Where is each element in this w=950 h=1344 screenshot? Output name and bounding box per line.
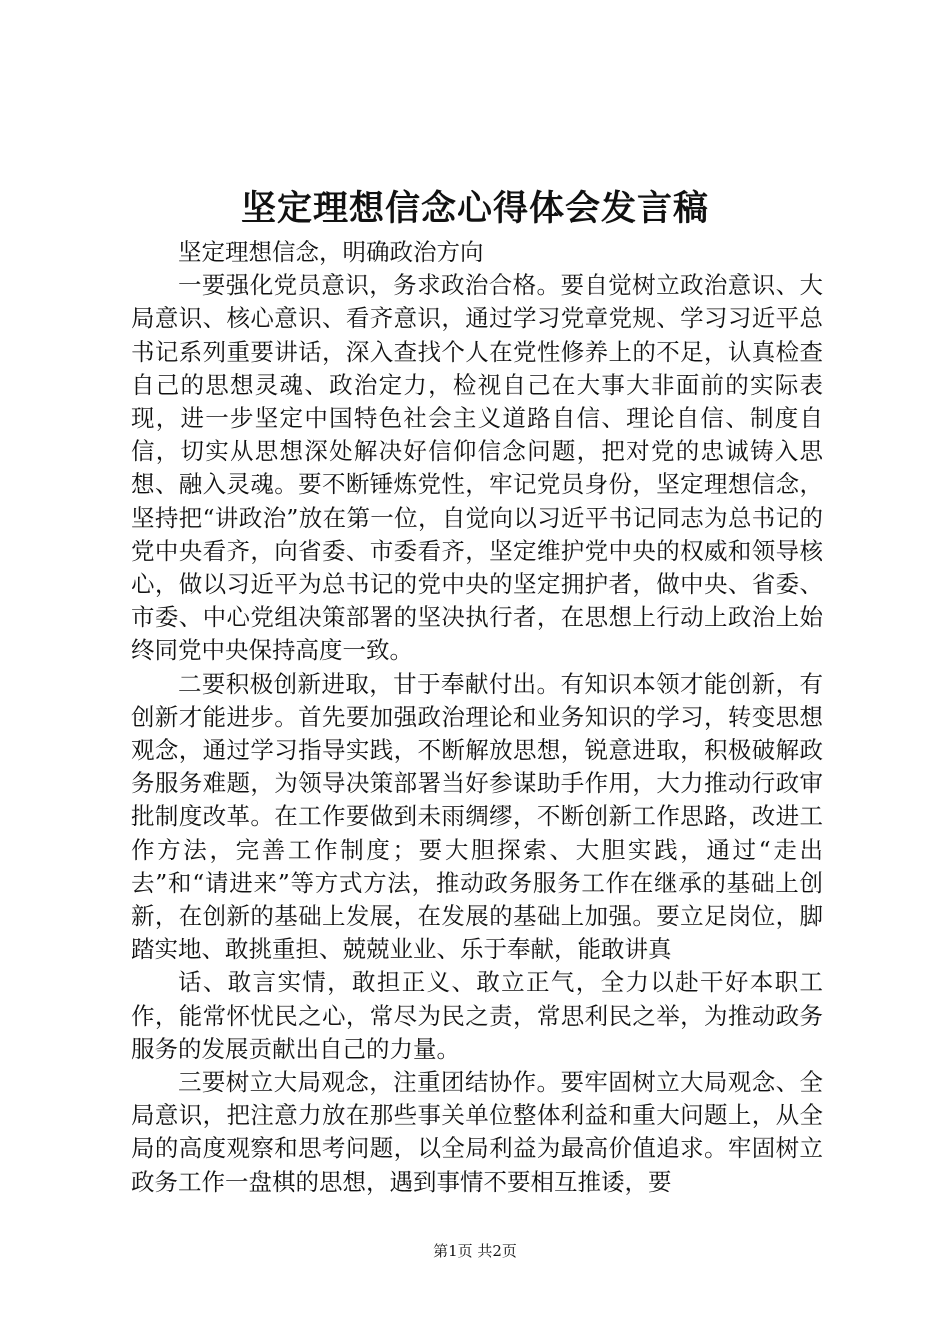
paragraph-4: 三要树立大局观念，注重团结协作。要牢固树立大局观念、全局意识，把注意力放在那些事关单位整体利益和重大问题上，从全局的高度观察和思考问题，以全局利益为最高价值追求。牢固树立政务工作一盘棋的思想，遇到事情不要相互推诿，要 (131, 1068, 823, 1196)
section-heading: 坚定理想信念，明确政治方向 (178, 238, 484, 266)
paragraph-2: 二要积极创新进取，甘于奉献付出。有知识本领才能创新，有创新才能进步。首先要加强政治理论和业务知识的学习，转变思想观念，通过学习指导实践，不断解放思想，锐意进取，积极破解政务服务难题，为领导决策部署当好参谋助手作用，大力推动行政审批制度改革。在工作要做到未雨绸缪，不断创新工作思路，改进工作方法，完善工作制度；要大胆探索、大胆实践，通过“走出去”和“请进来”等方式方法，推动政务服务工作在继承的基础上创新，在创新的基础上发展，在发展的基础上加强。要立足岗位，脚踏实地、敢挑重担、兢兢业业、乐于奉献，能敢讲真 (131, 669, 823, 964)
document-title: 坚定理想信念心得体会发言稿 (240, 188, 709, 229)
page-footer: 第1页 共2页 (433, 1242, 517, 1260)
document-body (131, 236, 823, 1199)
paragraph-3: 话、敢言实情，敢担正义、敢立正气，全力以赴干好本职工作，能常怀忧民之心，常尽为民之责，常思利民之举，为推动政务服务的发展贡献出自己的力量。 (131, 968, 823, 1063)
paragraph-1: 一要强化党员意识，务求政治合格。要自觉树立政治意识、大局意识、核心意识、看齐意识，通过学习党章党规、学习习近平总书记系列重要讲话，深入查找个人在党性修养上的不足，认真检查自己的思想灵魂、政治定力，检视自己在大事大非面前的实际表现，进一步坚定中国特色社会主义道路自信、理论自信、制度自信，切实从思想深处解决好信仰信念问题，把对党的忠诚铸入思想、融入灵魂。要不断锤炼党性，牢记党员身份，坚定理想信念，坚持把“讲政治”放在第一位，自觉向以习近平书记同志为总书记的党中央看齐，向省委、市委看齐，坚定维护党中央的权威和领导核心，做以习近平为总书记的党中央的坚定拥护者，做中央、省委、市委、中心党组决策部署的坚决执行者，在思想上行动上政治上始终同党中央保持高度一致。 (131, 271, 823, 665)
